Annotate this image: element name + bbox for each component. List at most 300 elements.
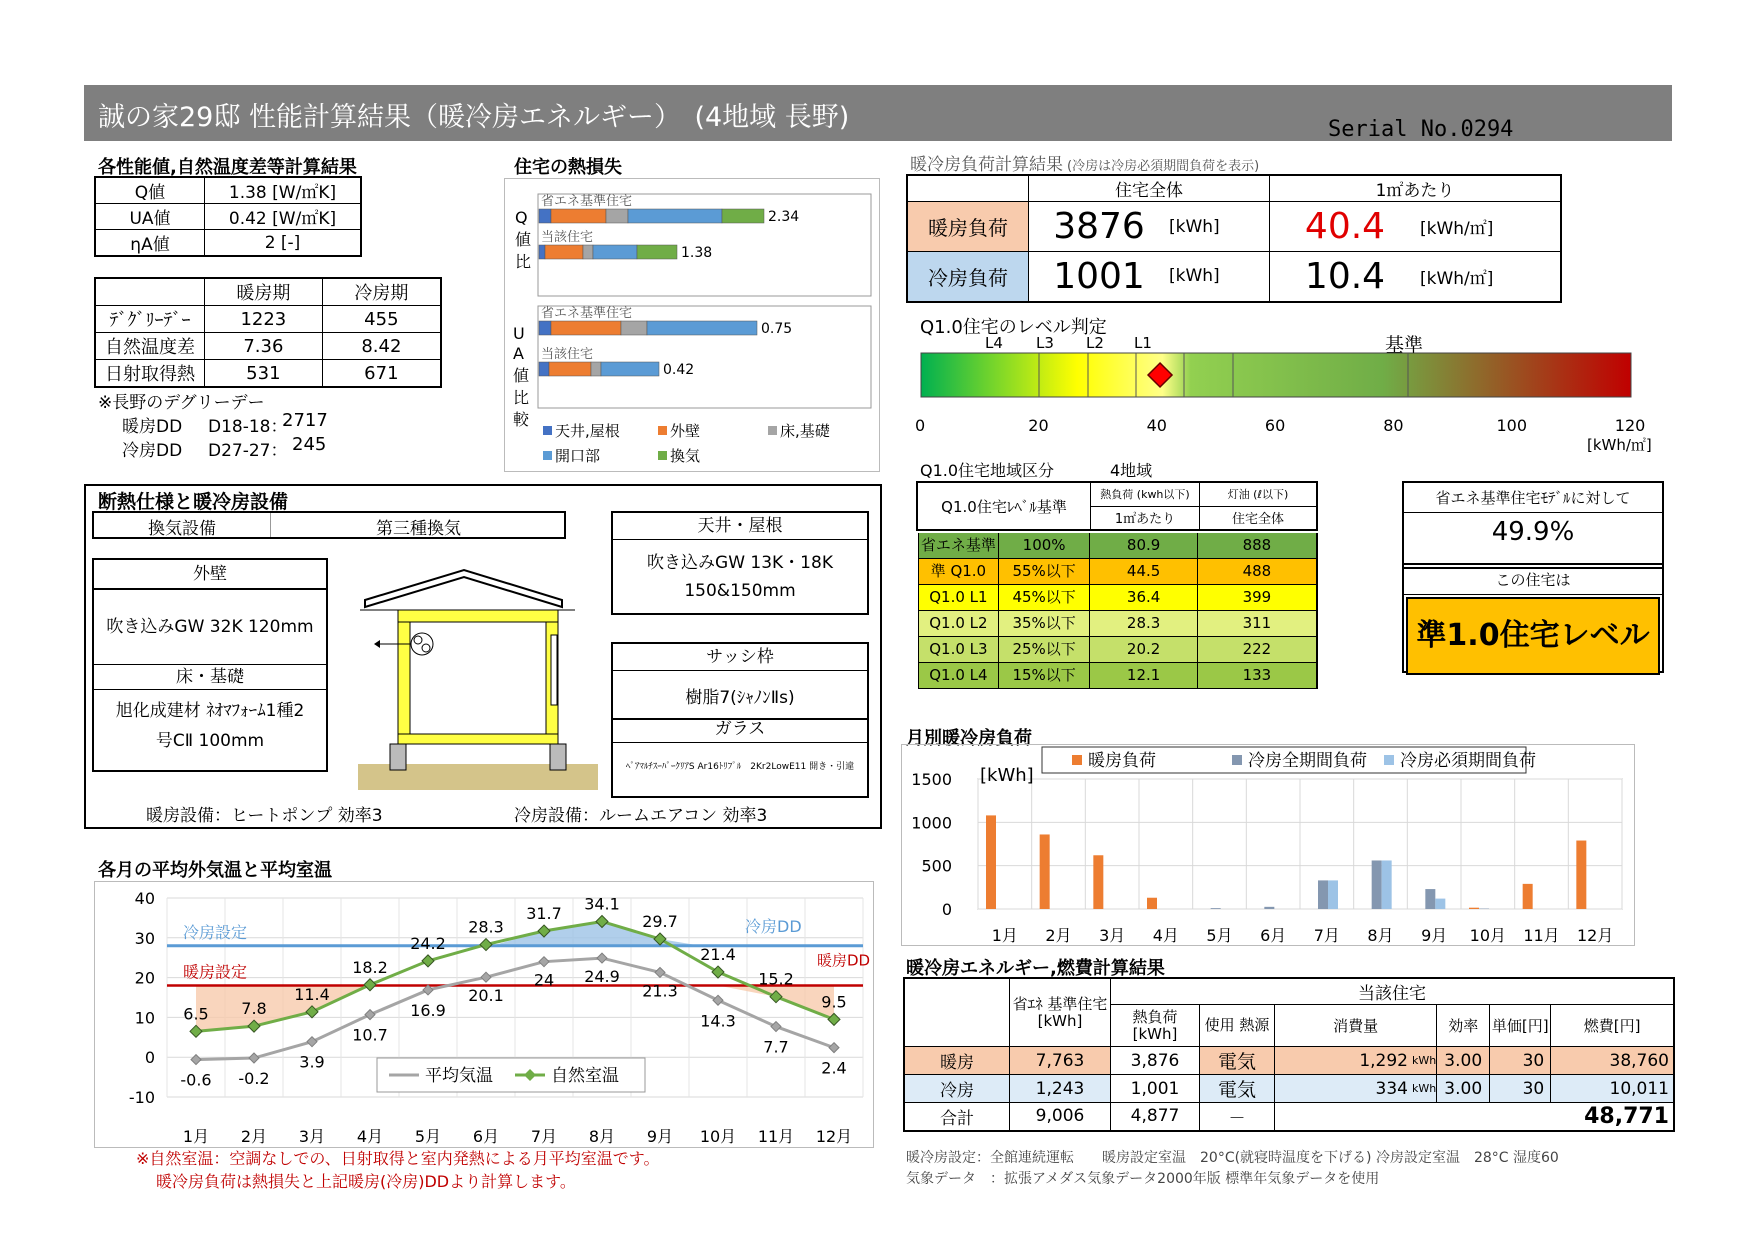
perf-table: [94, 176, 362, 257]
bar-1: [1425, 889, 1435, 909]
season-row-label: ﾃﾞｸﾞﾘｰﾃﾞｰ: [95, 306, 205, 333]
energy-c6: 燃費[円]: [1551, 1005, 1674, 1047]
note-1: ※自然室温：空調なしでの、日射取得と室内発熱による月平均室温です。: [136, 1149, 660, 1168]
q-label: Q値: [95, 177, 205, 204]
bar-1: [1264, 907, 1274, 909]
natural-data-label: 24.2: [410, 933, 446, 953]
sash-box: [611, 642, 869, 720]
bar-segment: [583, 245, 593, 259]
region-cell: 80.9: [1090, 533, 1197, 558]
region-cell: 888: [1198, 533, 1317, 558]
avg-data-label: 24.9: [584, 967, 620, 987]
y-tick-label: 30: [134, 928, 155, 948]
energy-cell: 3.00: [1437, 1075, 1490, 1103]
y-tick-label: 1500: [911, 770, 952, 789]
energy-row-label: 冷房: [904, 1075, 1010, 1103]
dd1-value: 2717: [282, 410, 328, 431]
level-tick-label: 120: [1614, 416, 1646, 435]
region-area: 4地域: [1110, 461, 1153, 480]
x-tick-label: 10月: [1469, 926, 1507, 945]
avg-data-label: -0.6: [180, 1070, 212, 1090]
energy-total-std: 9,006: [1010, 1103, 1111, 1131]
avg-data-label: 7.7: [763, 1037, 789, 1057]
bar-segment: [539, 321, 551, 335]
bar-segment: [539, 245, 545, 259]
energy-unit: kWh: [1412, 1075, 1437, 1103]
level-l1: L1: [1134, 334, 1152, 352]
region-h2: 熱負荷 (kwh以下): [1091, 482, 1200, 506]
level-svg: [920, 352, 1632, 398]
legend-avg: 平均気温: [425, 1066, 493, 1086]
legend-ceiling: 天井,屋根: [555, 422, 620, 440]
energy-c1: 熱負荷 [kWh]: [1111, 1005, 1200, 1047]
energy-title: 暖冷房エネルギー,燃費計算結果: [906, 958, 1165, 979]
level-standard: 基準: [1385, 334, 1424, 356]
energy-unit: kWh: [1412, 1047, 1437, 1075]
serial-number: Serial No.0294: [1328, 117, 1514, 142]
season-cell: 455: [322, 306, 441, 333]
legend-swatch: [1384, 755, 1394, 765]
x-tick-label: 4月: [1152, 926, 1179, 945]
roof-label: 天井・屋根: [613, 513, 867, 540]
region-cell: 222: [1198, 637, 1317, 662]
x-tick-label: 9月: [1421, 926, 1448, 945]
bar-1: [1372, 860, 1382, 909]
level-tick-label: 40: [1146, 416, 1167, 435]
level-tick-label: 80: [1383, 416, 1404, 435]
page-title: 誠の家29邸 性能計算結果（暖冷房エネルギー） (4地域 長野): [98, 102, 850, 133]
season-row-label: 日射取得熱: [95, 360, 205, 388]
window: [551, 635, 557, 705]
energy-cell: 1,292: [1275, 1047, 1413, 1075]
region-row: [918, 585, 1318, 611]
bar-0: [986, 815, 996, 909]
region-cell: 44.5: [1090, 559, 1197, 584]
region-cell: 488: [1198, 559, 1317, 584]
region-h3b: 住宅全体: [1200, 506, 1318, 530]
bar-2: [1382, 860, 1392, 909]
load-title: [910, 150, 1259, 175]
energy-total-load: 4,877: [1111, 1103, 1200, 1131]
season-cell: 1223: [205, 306, 323, 333]
x-tick-label: 1月: [991, 926, 1018, 945]
bar-segment: [647, 321, 757, 335]
sash-value: 樹脂7(ｼｬﾉﾝⅡs): [685, 688, 795, 708]
x-tick-label: 8月: [1367, 926, 1394, 945]
energy-cell: 30: [1490, 1075, 1551, 1103]
foundation-left: [390, 744, 406, 770]
bar-label: 当該住宅: [541, 347, 594, 362]
bar-segment: [551, 321, 621, 335]
level-l3: L3: [1036, 334, 1054, 352]
y-tick-label: 1000: [911, 813, 952, 833]
spec-title: 断熱仕様と暖冷房設備: [98, 491, 289, 513]
heat-equip: 暖房設備：ヒートポンプ 効率3: [146, 806, 383, 826]
level-l4: L4: [985, 334, 1003, 352]
region-cell: 36.4: [1090, 585, 1197, 610]
vent-divider: [270, 513, 271, 537]
region-cell: 28.3: [1090, 611, 1197, 636]
y-tick-label: 10: [134, 1008, 155, 1028]
heat-load-per: 40.4: [1270, 202, 1421, 252]
avg-point: [597, 953, 607, 963]
avg-data-label: 10.7: [352, 1025, 388, 1045]
roof-value2: 150&150mm: [684, 581, 796, 601]
level-title: Q1.0住宅のレベル判定: [920, 317, 1107, 338]
foundation-right: [550, 744, 566, 770]
energy-cell: 3,876: [1111, 1047, 1200, 1075]
q-value: 1.38 [W/㎡K]: [205, 177, 362, 204]
energy-cell: 電気: [1200, 1075, 1275, 1103]
bar-2: [1328, 880, 1338, 909]
y-tick-label: 500: [921, 856, 952, 876]
x-tick-label: 6月: [472, 1127, 500, 1146]
x-tick-label: 11月: [757, 1127, 795, 1146]
legend-wall: 外壁: [670, 422, 701, 440]
axis-q-char1: Q: [515, 208, 528, 227]
heatloss-svg: [505, 179, 879, 471]
x-tick-label: 12月: [1576, 926, 1614, 945]
bar-value: 0.42: [663, 362, 695, 378]
cool-load-label: 冷房負荷: [907, 252, 1029, 302]
temp-svg: [95, 882, 873, 1147]
natural-data-label: 9.5: [821, 992, 847, 1012]
roof-shape: [365, 570, 562, 607]
bar-segment: [606, 209, 628, 223]
bar-segment: [545, 245, 583, 259]
energy-cell: 3.00: [1437, 1047, 1490, 1075]
bar-label: 省エネ基準住宅: [541, 306, 633, 321]
avg-point: [539, 957, 549, 967]
season-cell: 671: [322, 360, 441, 388]
x-tick-label: 1月: [182, 1127, 210, 1146]
eta-value: 2 [-]: [205, 230, 362, 257]
region-cell: 準 Q1.0: [919, 559, 999, 584]
energy-cell: 1,243: [1010, 1075, 1111, 1103]
bar-0: [1147, 898, 1157, 909]
bar-0: [1576, 841, 1586, 909]
region-cell: Q1.0 L4: [919, 663, 999, 688]
axis-ua-char5: 較: [513, 410, 530, 429]
avg-data-label: 2.4: [821, 1058, 847, 1078]
energy-c5: 単価[円]: [1490, 1005, 1551, 1047]
natural-data-label: 7.8: [241, 999, 267, 1019]
bar-0: [1469, 908, 1479, 909]
bar-value: 2.34: [768, 209, 800, 225]
legend-swatch: [543, 451, 552, 460]
region-cell: 45%以下: [999, 585, 1091, 610]
bar-label: 当該住宅: [541, 230, 594, 245]
x-tick-label: 7月: [530, 1127, 558, 1146]
region-cell: 35%以下: [999, 611, 1091, 636]
region-cell: 省エネ基準: [919, 533, 999, 558]
natural-point: [364, 979, 376, 991]
ceiling-insulation: [398, 610, 558, 622]
level-tick-label: 0: [915, 416, 926, 435]
note-4: 気象データ ：拡張アメダス気象データ2000年版 標準年気象データを使用: [906, 1171, 1380, 1187]
legend-opening: 開口部: [555, 447, 601, 465]
legend-label: 冷房必須期間負荷: [1400, 751, 1536, 771]
monthly-title: 月別暖冷房負荷: [906, 728, 1032, 749]
energy-c2: 使用 熱源: [1200, 1005, 1275, 1047]
legend-swatch: [1072, 755, 1082, 765]
natural-data-label: 6.5: [183, 1004, 209, 1024]
bar-0: [1040, 834, 1050, 909]
bar-segment: [722, 209, 764, 223]
legend-swatch: [658, 426, 667, 435]
region-cell: 100%: [999, 533, 1091, 558]
x-tick-label: 2月: [240, 1127, 268, 1146]
heatloss-chart: [504, 178, 880, 472]
avg-point: [655, 967, 665, 977]
x-tick-label: 4月: [356, 1127, 384, 1146]
region-cell: Q1.0 L1: [919, 585, 999, 610]
region-cell: Q1.0 L3: [919, 637, 999, 662]
bar-0: [1523, 884, 1533, 909]
level-unit: [kWh/㎡]: [1587, 436, 1652, 454]
heat-load-unit: [kWh]: [1169, 202, 1270, 252]
y-tick-label: 40: [134, 889, 155, 908]
region-h2b: 1㎡あたり: [1091, 506, 1200, 530]
legend-swatch: [768, 426, 777, 435]
region-cell: 15%以下: [999, 663, 1091, 688]
y-tick-label: 0: [144, 1048, 155, 1068]
energy-cell: 30: [1490, 1047, 1551, 1075]
avg-point: [191, 1055, 201, 1065]
avg-point: [365, 1010, 375, 1020]
heat-load-total: 3876: [1029, 202, 1170, 252]
sash-label: サッシ枠: [613, 644, 867, 671]
house-illustration: [330, 560, 610, 790]
y-tick-label: -10: [128, 1088, 155, 1107]
avg-data-label: 14.3: [700, 1011, 736, 1031]
energy-c3: 消費量: [1275, 1005, 1437, 1047]
x-tick-label: 6月: [1260, 926, 1287, 945]
cool-load-unit2: [kWh/㎡]: [1420, 252, 1561, 302]
energy-std-header: 省ｴﾈ 基準住宅 [kWh]: [1010, 978, 1111, 1047]
region-cell: 311: [1198, 611, 1317, 636]
region-row: [918, 663, 1318, 689]
bar-segment: [621, 321, 647, 335]
energy-cell: 10,011: [1551, 1075, 1674, 1103]
load-col2: 1㎡あたり: [1270, 175, 1562, 202]
bar-segment: [637, 245, 677, 259]
legend-label: 冷房全期間負荷: [1248, 751, 1367, 771]
energy-cell: 7,763: [1010, 1047, 1111, 1075]
bar-2: [1435, 899, 1445, 909]
energy-cell: 1,001: [1111, 1075, 1200, 1103]
legend-vent: 換気: [670, 447, 701, 465]
vent-label: 換気設備: [148, 519, 216, 539]
vent-row: [92, 511, 566, 539]
legend-natural: 自然室温: [551, 1066, 619, 1086]
bar-segment: [539, 362, 549, 376]
x-tick-label: 11月: [1523, 926, 1560, 945]
bar-segment: [601, 362, 659, 376]
bar-segment: [628, 209, 722, 223]
natural-data-label: 11.4: [294, 984, 330, 1004]
x-tick-label: 3月: [1099, 926, 1126, 945]
wall-value: 吹き込みGW 32K 120mm: [94, 590, 326, 665]
region-cell: 55%以下: [999, 559, 1091, 584]
x-tick-label: 5月: [414, 1127, 442, 1146]
glass-box: [611, 716, 869, 798]
load-title-text: 暖冷房負荷計算結果: [910, 155, 1063, 175]
cool-load-per: 10.4: [1270, 252, 1421, 302]
bar-0: [1093, 855, 1103, 909]
avg-point: [829, 1043, 839, 1053]
region-cell: 25%以下: [999, 637, 1091, 662]
x-tick-label: 12月: [815, 1127, 853, 1146]
level-tick-label: 100: [1496, 416, 1528, 435]
wall-label: 外壁: [94, 560, 326, 590]
bar-value: 0.75: [761, 321, 793, 337]
bar-1: [1211, 908, 1221, 909]
season-cell: 7.36: [205, 333, 323, 360]
level-gauge: [920, 352, 1632, 398]
natural-data-label: 29.7: [642, 911, 678, 931]
load-col1: 住宅全体: [1029, 175, 1270, 202]
axis-ua-char1: U: [513, 324, 525, 343]
bar-1: [1318, 880, 1328, 909]
natural-data-label: 31.7: [526, 904, 562, 924]
heat-load-unit2: [kWh/㎡]: [1420, 202, 1561, 252]
heat-dd-label: 暖房DD: [817, 951, 871, 970]
region-row: [918, 637, 1318, 663]
cool-equip: 冷房設備：ルームエアコン 効率3: [514, 806, 768, 826]
level-tick-label: 20: [1028, 416, 1049, 435]
cool-load-unit: [kWh]: [1169, 252, 1270, 302]
level-result-box: [1402, 563, 1664, 673]
avg-data-label: 3.9: [299, 1052, 325, 1072]
axis-ua-char2: A: [513, 344, 524, 363]
level-l2: L2: [1086, 334, 1104, 352]
exhaust-arrowhead: [374, 640, 380, 648]
roof-value1: 吹き込みGW 13K・18K: [647, 553, 833, 573]
bar-label: 省エネ基準住宅: [541, 194, 633, 209]
axis-ua-char4: 比: [513, 388, 530, 407]
dd2-sym: D27-27：: [208, 441, 288, 461]
season-h2: 冷房期: [322, 278, 441, 306]
region-table: [916, 481, 1318, 531]
bar-segment: [539, 209, 551, 223]
region-row: [918, 559, 1318, 585]
region-row: [918, 611, 1318, 637]
floor-insulation: [398, 734, 558, 744]
level-tick-label: 60: [1264, 416, 1286, 435]
energy-current-header: 当該住宅: [1111, 978, 1675, 1005]
legend-floor: 床,基礎: [780, 422, 830, 440]
energy-cell: 電気: [1200, 1047, 1275, 1075]
legend-swatch: [543, 426, 552, 435]
note-3: 暖冷房設定：全館連続運転 暖房設定室温 20°C(就寝時温度を下げる) 冷房設定室温 28°C 湿度60: [906, 1150, 1559, 1166]
bar-segment: [593, 245, 637, 259]
heat-set-label: 暖房設定: [183, 962, 248, 982]
natural-point: [422, 955, 434, 967]
x-tick-label: 3月: [298, 1127, 326, 1146]
season-table: [94, 277, 442, 388]
avg-point: [481, 972, 491, 982]
avg-point: [713, 995, 723, 1005]
x-tick-label: 9月: [646, 1127, 674, 1146]
natural-point: [480, 939, 492, 951]
legend-swatch: [658, 451, 667, 460]
ratio-label: 省エネ基準住宅ﾓﾃﾞﾙに対して: [1404, 487, 1662, 513]
monthly-svg: [902, 745, 1634, 945]
legend-swatch: [1232, 755, 1242, 765]
x-tick-label: 5月: [1206, 926, 1233, 945]
region-cell: 399: [1198, 585, 1317, 610]
region-rows: [918, 533, 1318, 689]
y-tick-label: 0: [941, 900, 952, 919]
load-table: [906, 174, 1562, 303]
ratio-value: 49.9%: [1491, 517, 1575, 547]
dd1-label: 暖房DD: [122, 417, 183, 437]
bar-segment: [591, 362, 601, 376]
natural-data-label: 18.2: [352, 957, 388, 977]
avg-point: [307, 1037, 317, 1047]
season-cell: 531: [205, 360, 323, 388]
vent-value: 第三種換気: [376, 519, 461, 539]
natural-data-label: 28.3: [468, 917, 504, 937]
roof-box: [611, 511, 869, 615]
gauge-bar: [921, 353, 1631, 397]
x-tick-label: 2月: [1045, 926, 1072, 945]
y-axis-unit: [kWh]: [980, 765, 1034, 786]
natural-data-label: 21.4: [700, 945, 736, 965]
heat-load-label: 暖房負荷: [907, 202, 1029, 252]
bar-value: 1.38: [681, 245, 713, 261]
energy-table: [903, 977, 1675, 1132]
avg-data-label: 21.3: [642, 981, 678, 1001]
avg-data-label: 24: [533, 970, 555, 990]
season-h1: 暖房期: [205, 278, 323, 306]
dd-note: ※長野のデグリーデー: [98, 393, 265, 413]
monthly-chart: [901, 744, 1635, 946]
natural-data-label: 34.1: [584, 894, 620, 914]
axis-q-char3: 比: [515, 252, 532, 271]
energy-row-label: 暖房: [904, 1047, 1010, 1075]
temp-chart: [94, 881, 874, 1148]
avg-data-label: -0.2: [238, 1068, 270, 1088]
avg-point: [771, 1022, 781, 1032]
region-h3: 灯油 (ℓ以下): [1200, 482, 1318, 506]
bar-segment: [549, 362, 591, 376]
x-tick-label: 10月: [699, 1127, 737, 1146]
ua-value: 0.42 [W/㎡K]: [205, 204, 362, 230]
eta-label: ηA値: [95, 230, 205, 257]
region-h1: Q1.0住宅ﾚﾍﾞﾙ基準: [917, 482, 1091, 530]
cool-set-label: 冷房設定: [183, 922, 248, 942]
region-cell: Q1.0 L2: [919, 611, 999, 636]
dd1-sym: D18-18：: [208, 417, 288, 437]
heatloss-title: 住宅の熱損失: [514, 157, 622, 178]
dd2-label: 冷房DD: [122, 441, 183, 461]
energy-cell: 334: [1275, 1075, 1413, 1103]
bar-segment: [551, 209, 606, 223]
ua-label: UA値: [95, 204, 205, 230]
floor-label: 床・基礎: [94, 665, 326, 690]
natural-point: [712, 966, 724, 978]
avg-data-label: 16.9: [410, 1000, 446, 1020]
cool-load-total: 1001: [1029, 252, 1170, 302]
natural-data-label: 15.2: [758, 969, 794, 989]
energy-cell: 38,760: [1551, 1047, 1674, 1075]
load-title-note: (冷房は冷房必須期間負荷を表示): [1067, 159, 1260, 174]
x-tick-label: 8月: [588, 1127, 616, 1146]
note-2: 暖冷房負荷は熱損失と上記暖房(冷房)DDより計算します。: [156, 1172, 576, 1191]
region-cell: 133: [1198, 663, 1317, 688]
